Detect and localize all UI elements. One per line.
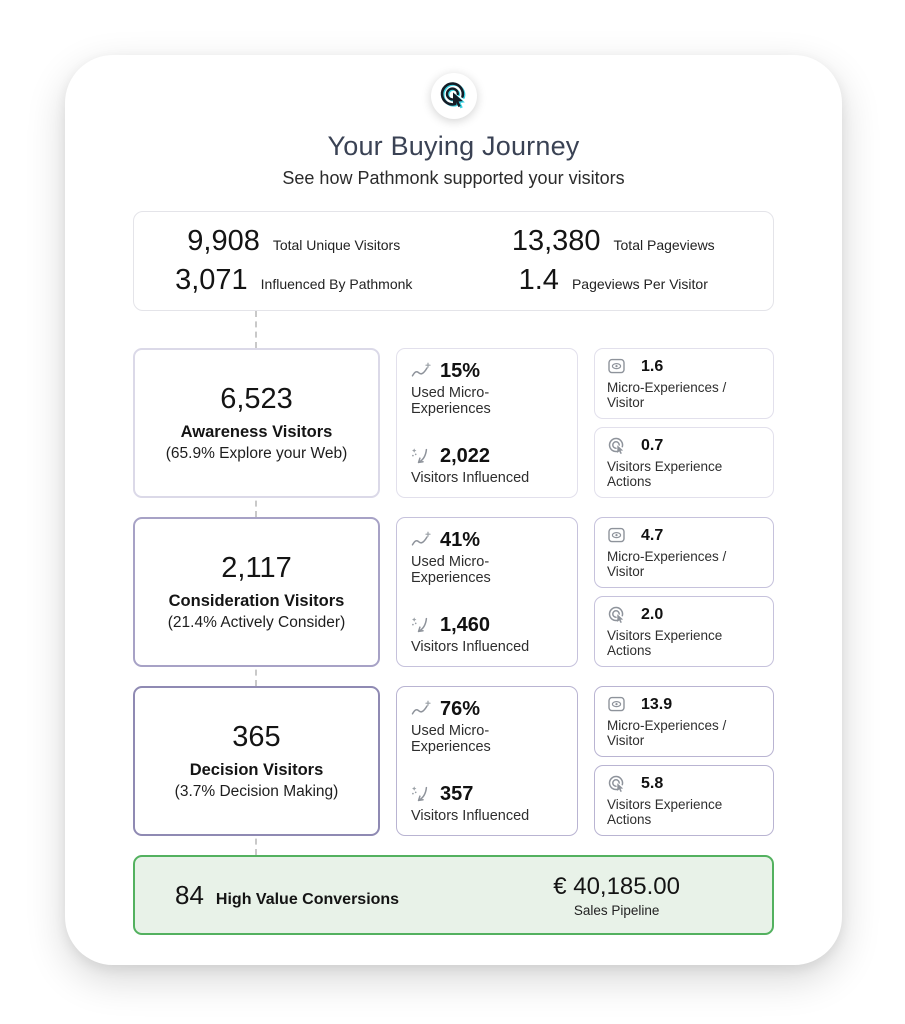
visitors-influenced-metric <box>411 445 563 486</box>
used-micro-experiences-label: Used Micro-Experiences <box>411 385 491 417</box>
mx-per-visitor-label: Micro-Experiences / Visitor <box>607 549 727 579</box>
experience-actions-value: 5.8 <box>641 775 664 792</box>
stat-label: Total Pageviews <box>613 237 715 253</box>
experience-actions-label: Visitors Experience Actions <box>607 797 723 827</box>
mx-per-visitor-label: Micro-Experiences / Visitor <box>607 380 727 410</box>
stage-name: Decision Visitors <box>189 761 324 779</box>
conversions-count: 84 <box>175 879 204 910</box>
used-micro-experiences-value: 76% <box>440 698 481 720</box>
visitors-influenced-value: 357 <box>440 783 474 805</box>
pathmonk-logo <box>431 73 477 119</box>
journey-stage-decision <box>133 686 774 827</box>
stat-label: Influenced By Pathmonk <box>260 276 413 292</box>
high-value-conversions-box <box>133 855 774 935</box>
mx-per-visitor-label: Micro-Experiences / Visitor <box>607 718 727 748</box>
experience-actions-label: Visitors Experience Actions <box>607 459 723 489</box>
stage-visitor-count: 2,117 <box>221 552 292 584</box>
experience-actions-label: Visitors Experience Actions <box>607 628 723 658</box>
experience-actions-value: 2.0 <box>641 606 664 623</box>
stat-total-unique-visitors <box>134 225 454 258</box>
used-micro-experiences-label: Used Micro-Experiences <box>411 723 491 755</box>
page-title: Your Buying Journey <box>327 131 580 161</box>
used-micro-experiences-metric <box>411 360 563 417</box>
micro-experiences-per-visitor-panel <box>594 517 774 588</box>
click-icon <box>607 774 627 794</box>
stage-mini-panels <box>594 348 774 498</box>
stage-name: Awareness Visitors <box>180 423 333 441</box>
mx-per-visitor-value: 13.9 <box>641 696 673 713</box>
used-micro-experiences-value: 41% <box>440 529 481 551</box>
summary-stats-box <box>133 211 774 311</box>
stage-mini-panels <box>594 686 774 836</box>
visitors-influenced-metric <box>411 783 563 824</box>
trend-icon <box>411 362 431 382</box>
stat-value: 1.4 <box>518 264 559 296</box>
micro-experiences-per-visitor-panel <box>594 348 774 419</box>
stat-value: 13,380 <box>511 225 601 257</box>
journey-stage-consideration <box>133 517 774 658</box>
mx-per-visitor-value: 1.6 <box>641 358 664 375</box>
stage-name: Consideration Visitors <box>168 592 345 610</box>
influence-arrow-icon <box>411 785 431 805</box>
sales-pipeline-label: Sales Pipeline <box>573 902 660 918</box>
stat-influenced-by-pathmonk <box>134 264 454 297</box>
eye-icon <box>607 695 627 715</box>
experience-actions-value: 0.7 <box>641 437 664 454</box>
conversions-label: High Value Conversions <box>215 890 400 908</box>
stat-label: Pageviews Per Visitor <box>571 276 708 292</box>
stage-visitor-count: 6,523 <box>220 383 293 415</box>
experience-actions-panel <box>594 765 774 836</box>
micro-experience-panel <box>396 686 578 836</box>
micro-experience-panel <box>396 348 578 498</box>
stat-total-pageviews <box>454 225 774 258</box>
trend-icon <box>411 700 431 720</box>
visitors-influenced-label: Visitors Influenced <box>411 808 530 824</box>
sales-pipeline-amount: € 40,185.00 <box>553 872 680 900</box>
conversions-summary <box>175 880 399 911</box>
stage-mini-panels <box>594 517 774 667</box>
stage-share: (21.4% Actively Consider) <box>167 614 346 631</box>
experience-actions-panel <box>594 427 774 498</box>
stage-share: (65.9% Explore your Web) <box>165 445 348 462</box>
stage-summary-card <box>133 517 380 667</box>
used-micro-experiences-metric <box>411 529 563 586</box>
micro-experiences-per-visitor-panel <box>594 686 774 757</box>
visitors-influenced-value: 1,460 <box>440 614 491 636</box>
visitors-influenced-metric <box>411 614 563 655</box>
stage-summary-card <box>133 348 380 498</box>
journey-stage-awareness <box>133 348 774 489</box>
stat-pageviews-per-visitor <box>454 264 774 297</box>
trend-icon <box>411 531 431 551</box>
micro-experience-panel <box>396 517 578 667</box>
pathmonk-click-logo-icon <box>438 80 470 112</box>
click-icon <box>607 436 627 456</box>
mx-per-visitor-value: 4.7 <box>641 527 664 544</box>
experience-actions-panel <box>594 596 774 667</box>
dashed-connector <box>255 311 257 348</box>
used-micro-experiences-metric <box>411 698 563 755</box>
used-micro-experiences-label: Used Micro-Experiences <box>411 554 491 586</box>
report-card <box>65 55 842 965</box>
stage-summary-card <box>133 686 380 836</box>
visitors-influenced-value: 2,022 <box>440 445 491 467</box>
stat-value: 9,908 <box>187 225 260 257</box>
stat-value: 3,071 <box>175 264 248 296</box>
eye-icon <box>607 526 627 546</box>
influence-arrow-icon <box>411 447 431 467</box>
influence-arrow-icon <box>411 616 431 636</box>
stage-share: (3.7% Decision Making) <box>174 783 339 800</box>
click-icon <box>607 605 627 625</box>
used-micro-experiences-value: 15% <box>440 360 481 382</box>
stat-label: Total Unique Visitors <box>272 237 401 253</box>
page-subtitle: See how Pathmonk supported your visitors <box>282 168 625 188</box>
stage-visitor-count: 365 <box>232 721 281 753</box>
visitors-influenced-label: Visitors Influenced <box>411 639 530 655</box>
sales-pipeline-summary <box>553 873 680 918</box>
visitors-influenced-label: Visitors Influenced <box>411 470 530 486</box>
eye-icon <box>607 357 627 377</box>
